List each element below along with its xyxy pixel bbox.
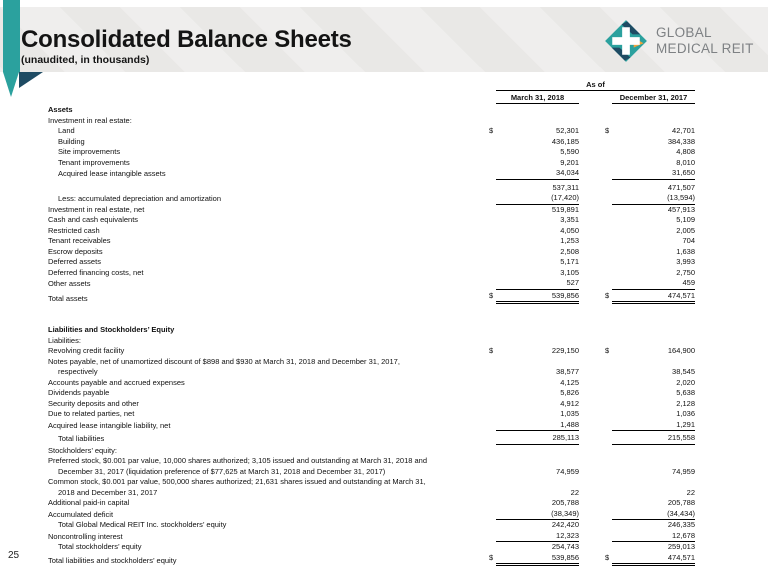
cell-value: 229,150 — [551, 346, 579, 355]
value-dec-2017 — [612, 433, 695, 445]
page-number: 25 — [8, 550, 20, 561]
table-row — [48, 278, 698, 290]
cell-value: 246,335 — [667, 520, 695, 529]
cell-value: 3,351 — [560, 215, 579, 224]
cell-value: 34,034 — [556, 168, 579, 177]
column-headers — [496, 91, 695, 104]
row-label-line-2: respectively — [58, 367, 98, 376]
value-dec-2017 — [612, 183, 695, 194]
value-mar-2018 — [496, 215, 579, 226]
cell-value: 164,900 — [667, 346, 695, 355]
row-label: Acquired lease intangible liability, net — [48, 420, 171, 430]
as-of-label: As of — [496, 79, 695, 91]
value-mar-2018 — [496, 158, 579, 169]
value-mar-2018 — [496, 520, 579, 531]
dollar-sign: $ — [489, 346, 494, 355]
cell-value: 4,912 — [560, 398, 579, 408]
value-mar-2018 — [496, 433, 579, 445]
value-dec-2017 — [612, 399, 695, 410]
value-dec-2017 — [612, 467, 695, 478]
column-header-2018: March 31, 2018 — [496, 93, 579, 104]
row-label: Additional paid-in capital — [48, 498, 130, 507]
table-row — [48, 477, 698, 498]
dollar-sign: $ — [605, 126, 610, 135]
cell-value: 205,788 — [667, 498, 695, 507]
row-label: Noncontrolling interest — [48, 531, 123, 541]
value-dec-2017 — [612, 168, 695, 180]
dollar-sign: $ — [605, 290, 610, 300]
value-mar-2018 — [496, 388, 579, 399]
value-mar-2018 — [496, 247, 579, 258]
value-mar-2018 — [496, 420, 579, 432]
cell-value: 384,338 — [667, 136, 695, 146]
cell-value: 8,010 — [676, 157, 695, 167]
cell-value: (34,434) — [667, 508, 695, 518]
row-label: Assets — [48, 105, 73, 114]
table-row — [48, 236, 698, 247]
value-mar-2018 — [496, 531, 579, 543]
cell-value: 1,035 — [560, 409, 579, 418]
table-row — [48, 553, 698, 567]
cell-value: 539,856 — [551, 552, 579, 562]
row-label: Security deposits and other — [48, 398, 139, 408]
value-mar-2018 — [496, 498, 579, 509]
table-row — [48, 388, 698, 399]
row-label: Preferred stock, $0.001 par value, 10,000 shares authorized; 3,105 issued and outstanding at March 31, 2018 and December 31, 2017 (liquidation preference of $77,625 at March 31, 2018 and December 31, 2017) — [48, 456, 496, 477]
row-label: Building — [58, 136, 85, 146]
value-mar-2018 — [489, 126, 579, 137]
row-label: Accumulated deficit — [48, 509, 114, 519]
value-dec-2017 — [605, 290, 695, 305]
value-dec-2017 — [612, 137, 695, 148]
value-mar-2018 — [496, 205, 579, 216]
value-mar-2018 — [496, 409, 579, 420]
page-subtitle: (unaudited, in thousands) — [21, 54, 150, 66]
table-row — [48, 183, 698, 194]
table-row — [48, 520, 698, 531]
cell-value: 74,959 — [672, 466, 695, 476]
cell-value: 22 — [570, 487, 579, 497]
cell-value: 5,171 — [560, 257, 579, 266]
value-dec-2017 — [612, 388, 695, 399]
row-label: Land — [58, 126, 75, 135]
value-dec-2017 — [612, 498, 695, 509]
row-label: Accounts payable and accrued expenses — [48, 377, 185, 387]
cell-value: 2,508 — [560, 246, 579, 256]
navy-triangle — [19, 72, 43, 88]
table-row — [48, 531, 698, 543]
row-label: Other assets — [48, 279, 91, 288]
cell-value: 42,701 — [672, 126, 695, 135]
value-mar-2018 — [496, 193, 579, 205]
table-row — [48, 378, 698, 389]
value-dec-2017 — [605, 346, 695, 357]
balance-sheet-table — [48, 79, 698, 566]
row-label: Total assets — [48, 293, 88, 303]
row-label: Deferred financing costs, net — [48, 267, 144, 277]
value-mar-2018 — [496, 137, 579, 148]
row-label: Common stock, $0.001 par value, 500,000 shares authorized; 21,631 shares issued and outstanding at March 31, 2018 and December 31, 2017 — [48, 477, 496, 498]
cell-value: 3,105 — [560, 267, 579, 277]
cell-value: 22 — [686, 487, 695, 497]
cell-value: 1,488 — [560, 419, 579, 429]
teal-ribbon — [3, 0, 20, 72]
row-label-line-2: 2018 and December 31, 2017 — [58, 487, 158, 497]
value-mar-2018 — [496, 257, 579, 268]
table-row — [48, 126, 698, 137]
table-row — [48, 257, 698, 268]
cell-value: 704 — [682, 236, 695, 245]
value-mar-2018 — [496, 542, 579, 553]
row-label: Less: accumulated depreciation and amortization — [58, 194, 222, 203]
cell-value: 215,558 — [667, 433, 695, 442]
table-row — [48, 268, 698, 279]
cell-value: 459 — [682, 278, 695, 287]
table-row — [48, 336, 698, 347]
value-dec-2017 — [612, 247, 695, 258]
table-row — [48, 509, 698, 521]
row-label: Total liabilities and stockholders’ equity — [48, 555, 177, 565]
table-row — [48, 215, 698, 226]
cell-value: 4,125 — [560, 377, 579, 387]
value-mar-2018 — [496, 488, 579, 499]
value-dec-2017 — [612, 542, 695, 553]
company-logo — [604, 19, 754, 63]
table-row — [48, 542, 698, 553]
cell-value: 5,109 — [676, 215, 695, 224]
cell-value: 1,036 — [676, 409, 695, 418]
cell-value: 38,577 — [556, 367, 579, 376]
cell-value: 52,301 — [556, 126, 579, 135]
cell-value: 2,005 — [676, 225, 695, 235]
table-row — [48, 205, 698, 216]
value-dec-2017 — [612, 378, 695, 389]
table-row — [48, 226, 698, 237]
value-mar-2018 — [489, 552, 579, 567]
dollar-sign: $ — [489, 552, 494, 562]
value-dec-2017 — [612, 205, 695, 216]
value-mar-2018 — [496, 467, 579, 478]
cell-value: (38,349) — [551, 508, 579, 518]
cell-value: 5,590 — [560, 147, 579, 156]
cell-value: 74,959 — [556, 466, 579, 476]
row-label: Cash and cash equivalents — [48, 215, 139, 224]
balance-table-body — [48, 105, 698, 566]
table-row — [48, 325, 698, 336]
row-label: Deferred assets — [48, 257, 101, 266]
value-dec-2017 — [612, 409, 695, 420]
cell-value: (17,420) — [551, 193, 579, 202]
cell-value: (13,594) — [667, 193, 695, 202]
dollar-sign: $ — [605, 346, 610, 355]
logo-line-2: MEDICAL REIT — [656, 41, 754, 56]
value-mar-2018 — [496, 509, 579, 521]
row-label: Total stockholders’ equity — [58, 542, 142, 551]
value-mar-2018 — [496, 147, 579, 158]
value-dec-2017 — [612, 488, 695, 499]
table-row — [48, 193, 698, 205]
row-label: Investment in real estate: — [48, 115, 132, 125]
value-dec-2017 — [612, 367, 695, 378]
cell-value: 38,545 — [672, 367, 695, 376]
cell-value: 2,020 — [676, 377, 695, 387]
table-row — [48, 433, 698, 445]
cell-value: 259,013 — [667, 542, 695, 551]
value-dec-2017 — [612, 520, 695, 531]
row-label: Total Global Medical REIT Inc. stockholders’ equity — [58, 520, 227, 529]
cell-value: 3,993 — [676, 257, 695, 266]
value-mar-2018 — [496, 236, 579, 247]
logo-text — [656, 25, 754, 57]
cell-value: 205,788 — [551, 498, 579, 507]
row-label: Total liabilities — [58, 434, 105, 443]
value-dec-2017 — [612, 268, 695, 279]
row-label: Revolving credit facility — [48, 346, 125, 355]
table-row — [48, 357, 698, 378]
table-row — [48, 116, 698, 127]
cell-value: 436,185 — [551, 136, 579, 146]
row-label-line-2: December 31, 2017 (liquidation preference of $77,625 at March 31, 2018 and December 31, 2017) — [58, 466, 386, 476]
cell-value: 4,050 — [560, 225, 579, 235]
value-dec-2017 — [605, 126, 695, 137]
row-label: Acquired lease intangible assets — [58, 169, 166, 178]
cell-value: 1,638 — [676, 246, 695, 256]
table-row — [48, 147, 698, 158]
table-row — [48, 105, 698, 116]
cell-value: 471,507 — [667, 182, 695, 192]
page-title: Consolidated Balance Sheets — [21, 26, 352, 53]
table-row — [48, 399, 698, 410]
value-mar-2018 — [496, 226, 579, 237]
cell-value: 1,291 — [676, 419, 695, 429]
table-row — [48, 291, 698, 305]
table-row — [48, 158, 698, 169]
value-dec-2017 — [612, 193, 695, 205]
cell-value: 254,743 — [551, 542, 579, 551]
value-dec-2017 — [612, 215, 695, 226]
table-row — [48, 409, 698, 420]
value-dec-2017 — [612, 147, 695, 158]
cell-value: 537,311 — [552, 182, 579, 192]
table-row — [48, 420, 698, 432]
table-row — [48, 498, 698, 509]
value-mar-2018 — [496, 168, 579, 180]
table-row — [48, 456, 698, 477]
row-label: Tenant receivables — [48, 236, 111, 245]
cell-value: 12,323 — [556, 530, 579, 540]
dollar-sign: $ — [489, 290, 494, 300]
cell-value: 4,808 — [676, 147, 695, 156]
cell-value: 457,913 — [667, 204, 695, 214]
cell-value: 5,826 — [560, 388, 579, 397]
cell-value: 474,571 — [667, 290, 695, 300]
global-medical-reit-logo-icon — [604, 19, 648, 63]
cell-value: 527 — [566, 278, 579, 287]
value-dec-2017 — [612, 257, 695, 268]
row-label: Escrow deposits — [48, 246, 103, 256]
value-dec-2017 — [612, 278, 695, 290]
row-label: Restricted cash — [48, 225, 100, 235]
cell-value: 474,571 — [667, 552, 695, 562]
row-label: Stockholders’ equity: — [48, 445, 117, 455]
cell-value: 2,128 — [676, 398, 695, 408]
cell-value: 9,201 — [560, 157, 579, 167]
row-label: Tenant improvements — [58, 157, 130, 167]
value-dec-2017 — [612, 226, 695, 237]
row-label: Due to related parties, net — [48, 409, 135, 418]
table-row — [48, 168, 698, 180]
row-label: Liabilities and Stockholders’ Equity — [48, 325, 175, 334]
table-row — [48, 137, 698, 148]
value-mar-2018 — [496, 367, 579, 378]
table-row — [48, 446, 698, 457]
table-row — [48, 247, 698, 258]
row-label: Notes payable, net of unamortized discount of $898 and $930 at March 31, 2018 and December 31, 2017, respectively — [48, 357, 496, 378]
cell-value: 539,856 — [551, 290, 579, 300]
value-dec-2017 — [612, 509, 695, 521]
cell-value: 5,638 — [676, 388, 695, 397]
cell-value: 1,253 — [560, 236, 579, 245]
row-label: Site improvements — [58, 147, 121, 156]
cell-value: 519,891 — [551, 204, 579, 214]
value-mar-2018 — [489, 346, 579, 357]
cell-value: 12,678 — [672, 530, 695, 540]
value-mar-2018 — [496, 268, 579, 279]
value-dec-2017 — [605, 552, 695, 567]
value-mar-2018 — [496, 183, 579, 194]
row-label: Dividends payable — [48, 388, 110, 397]
row-label: Investment in real estate, net — [48, 204, 145, 214]
row-label: Liabilities: — [48, 335, 81, 345]
cell-value: 285,113 — [552, 433, 579, 442]
value-dec-2017 — [612, 236, 695, 247]
column-header-2017: December 31, 2017 — [612, 93, 695, 104]
cell-value: 242,420 — [551, 520, 579, 529]
value-dec-2017 — [612, 158, 695, 169]
cell-value: 31,650 — [672, 168, 695, 177]
value-dec-2017 — [612, 531, 695, 543]
value-dec-2017 — [612, 420, 695, 432]
dollar-sign: $ — [605, 552, 610, 562]
table-row — [48, 346, 698, 357]
value-mar-2018 — [496, 278, 579, 290]
dollar-sign: $ — [489, 126, 494, 135]
value-mar-2018 — [489, 290, 579, 305]
logo-line-1: GLOBAL — [656, 25, 712, 40]
value-mar-2018 — [496, 378, 579, 389]
value-mar-2018 — [496, 399, 579, 410]
teal-arrow-icon — [3, 72, 19, 97]
cell-value: 2,750 — [676, 267, 695, 277]
